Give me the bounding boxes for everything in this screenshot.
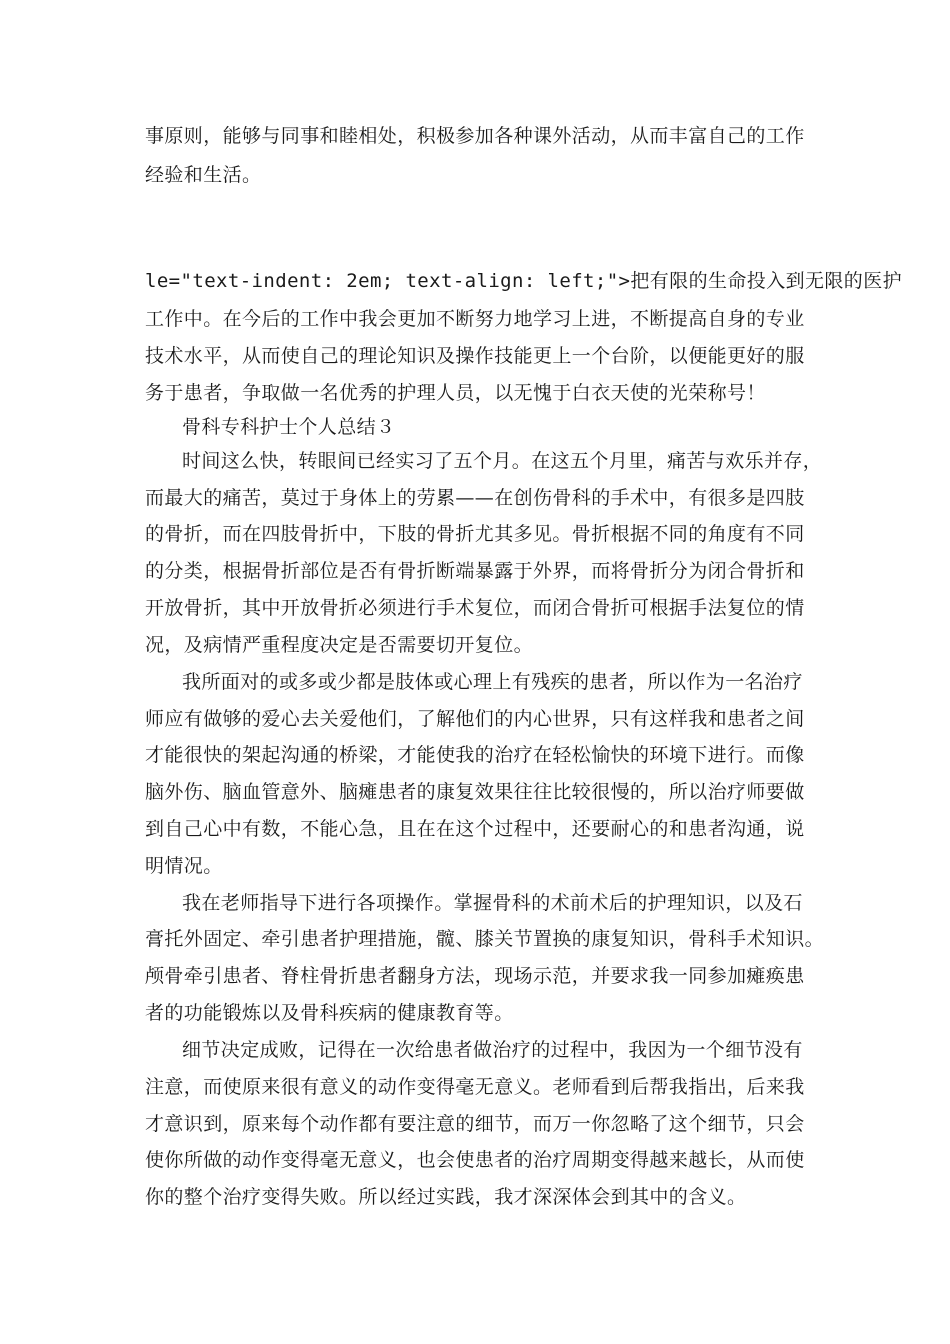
p1-line-5: 开放骨折，其中开放骨折必须进行手术复位，而闭合骨折可根据手法复位的情 — [145, 597, 805, 619]
section-heading: 骨科专科护士个人总结３ — [182, 416, 396, 438]
p1-line-3: 的骨折，而在四肢骨折中，下肢的骨折尤其多见。骨折根据不同的角度有不同 — [145, 523, 805, 545]
p4-line-4: 使你所做的动作变得毫无意义，也会使患者的治疗周期变得越来越长，从而使 — [145, 1149, 805, 1171]
p1-line-2: 而最大的痛苦，莫过于身体上的劳累——在创伤骨科的手术中，有很多是四肢 — [145, 487, 805, 509]
p2-line-3: 才能很快的架起沟通的桥梁，才能使我的治疗在轻松愉快的环境下进行。而像 — [145, 744, 805, 766]
p4-line-1: 细节决定成败，记得在一次给患者做治疗的过程中，我因为一个细节没有 — [182, 1039, 803, 1061]
fragment-line-2: 工作中。在今后的工作中我会更加不断努力地学习上进，不断提高自身的专业 — [145, 308, 805, 330]
fragment-text: 把有限的生命投入到无限的医护 — [630, 270, 903, 292]
stray-markup-text: le="text-indent: 2em; text-align: left;"> — [145, 270, 631, 292]
p3-line-3: 颅骨牵引患者、脊柱骨折患者翻身方法，现场示范，并要求我一同参加瘫痪患 — [145, 965, 805, 987]
p2-line-6: 明情况。 — [145, 855, 223, 877]
p3-line-4: 者的功能锻炼以及骨科疾病的健康教育等。 — [145, 1002, 514, 1024]
p2-line-4: 脑外伤、脑血管意外、脑瘫患者的康复效果往往比较很慢的，所以治疗师要做 — [145, 781, 805, 803]
p4-line-3: 才意识到，原来每个动作都有要注意的细节，而万一你忽略了这个细节，只会 — [145, 1113, 805, 1135]
p3-line-1: 我在老师指导下进行各项操作。掌握骨科的术前术后的护理知识，以及石 — [182, 892, 803, 914]
p3-line-2: 膏托外固定、牵引患者护理措施，髋、膝关节置换的康复知识，骨科手术知识。 — [145, 928, 825, 950]
p1-line-6: 况，及病情严重程度决定是否需要切开复位。 — [145, 634, 534, 656]
p2-line-2: 师应有做够的爱心去关爱他们，了解他们的内心世界，只有这样我和患者之间 — [145, 708, 805, 730]
fragment-first-line — [145, 264, 903, 298]
p2-line-5: 到自己心中有数，不能心急，且在在这个过程中，还要耐心的和患者沟通，说 — [145, 818, 805, 840]
p4-line-2: 注意，而使原来很有意义的动作变得毫无意义。老师看到后帮我指出，后来我 — [145, 1076, 805, 1098]
p2-line-1: 我所面对的或多或少都是肢体或心理上有残疾的患者，所以作为一名治疗 — [182, 671, 803, 693]
fragment-line-3: 技术水平，从而使自己的理论知识及操作技能更上一个台阶，以便能更好的服 — [145, 345, 805, 367]
intro-line-1: 事原则，能够与同事和睦相处，积极参加各种课外活动，从而丰富自己的工作 — [145, 125, 805, 147]
p4-line-5: 你的整个治疗变得失败。所以经过实践，我才深深体会到其中的含义。 — [145, 1186, 747, 1208]
p1-line-1: 时间这么快，转眼间已经实习了五个月。在这五个月里，痛苦与欢乐并存， — [182, 450, 823, 472]
fragment-line-4: 务于患者，争取做一名优秀的护理人员，以无愧于白衣天使的光荣称号！ — [145, 382, 766, 404]
p1-line-4: 的分类，根据骨折部位是否有骨折断端暴露于外界，而将骨折分为闭合骨折和 — [145, 560, 805, 582]
intro-line-2: 经验和生活。 — [145, 164, 262, 186]
